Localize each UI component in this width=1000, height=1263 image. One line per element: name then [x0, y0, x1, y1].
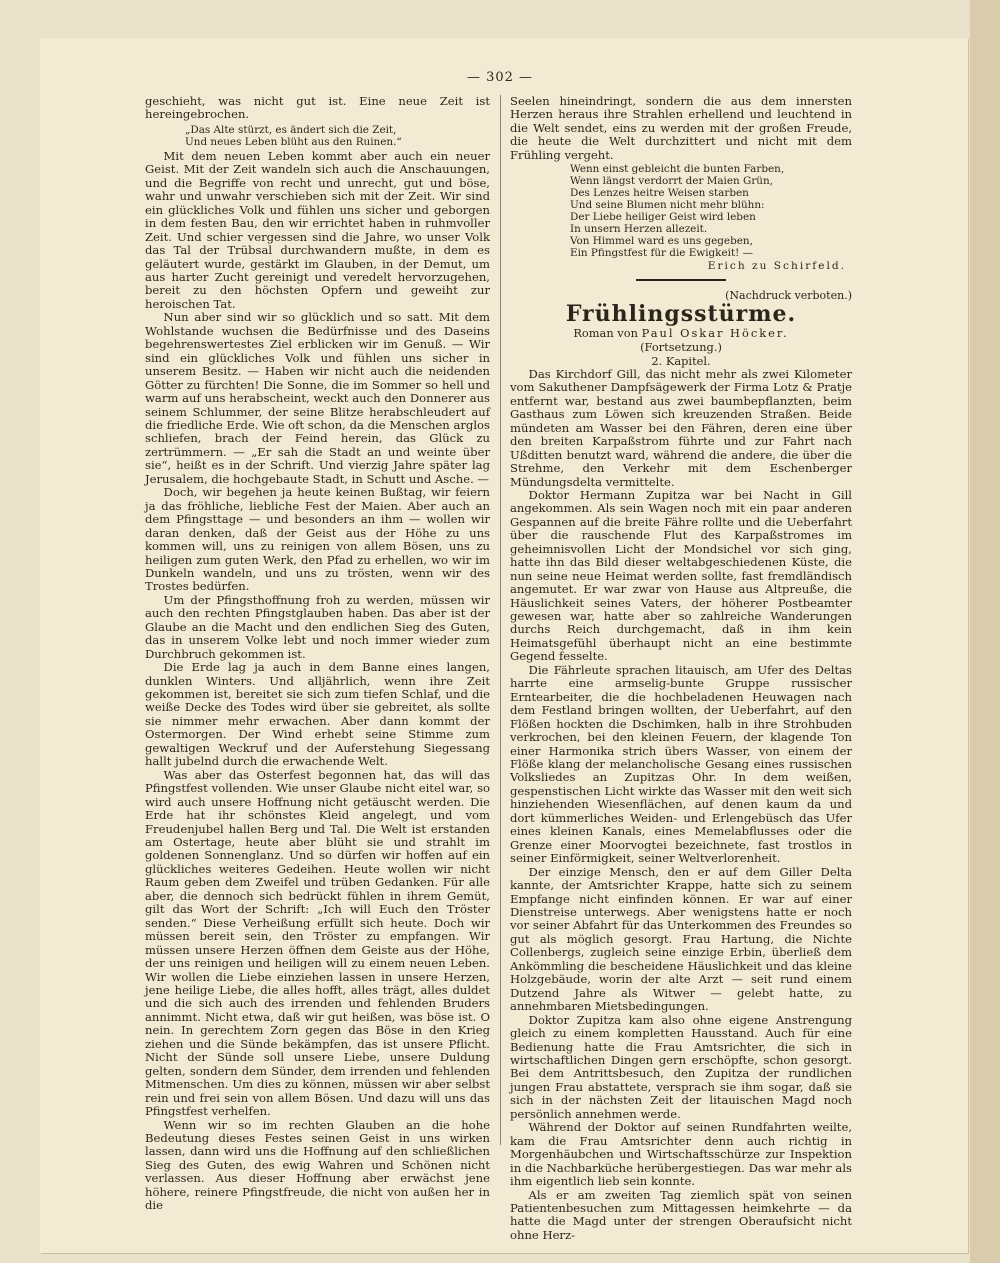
poem-line: In unsern Herzen allezeit. — [570, 222, 708, 235]
byline-prefix: Roman von — [573, 325, 638, 340]
quote-line: „Das Alte stürzt, es ändert sich die Zeit, — [185, 123, 397, 136]
paragraph: Doch, wir begehen ja heute keinen Bußtag, wir feiern ja das fröhliche, liebliche Fest der Maien. Aber auch an dem Pfingsttage — und besonders an ihm — wollen wir daran denken, daß der Geist aus der Höhe zu uns kommen will, uns zu reinigen von allem Bösen, uns zu heiligen zum guten Werk, den Pfad zu erhellen, wo wir im Dunkeln wandeln, und uns zu trösten, wenn wir des Trostes bedürfen. — [145, 485, 490, 594]
paragraph: Was aber das Osterfest begonnen hat, das will das Pfingstfest vollenden. Wie unser Glaube nicht eitel war, so wird auch unsere Hoffnung nicht getäuscht werden. Die Erde hat ihr schönstes Kleid angelegt, und vom Freudenjubel hallen Berg und Tal. Die Welt ist erstanden am Ostertage, heute aber blüht sie und strahlt im goldenen Sonnenglanz. Und so dürfen wir hoffen auf ein glückliches weiteres Gedeihen. Heute wollen wir nicht Raum geben dem Zweifel und trüben Gedanken. Für alle aber, die dennoch sich bedrückt fühlen in ihrem Gemüt, gilt das Wort der Schrift: „Ich will Euch den Tröster senden.“ Diese Verheißung erfüllt sich heute. Doch wir müssen bereit sein, den Tröster zu empfangen. Wir müssen unsere Herzen öffnen dem Geiste aus der Höhe, der uns reinigen und heiligen will zu einem neuen Leben. Wir wollen die Liebe einziehen lassen in unsere Herzen, jene heilige Liebe, die alles hofft, alles trägt, alles duldet und die sich auch des irrenden und fehlenden Bruders annimmt. Nicht etwa, daß wir gut heißen, was böse ist. O nein. In gerechtem Zorn gegen das Böse in den Krieg ziehen und die Sünde bekämpfen, das ist unsere Pflicht. Nicht der Sünde soll unsere Liebe, unsere Duldung gelten, sondern dem Sünder, dem irrenden und fehlenden Mitmenschen. Um dies zu können, müssen wir aber selbst rein und frei sein von allem Bösen. Und dazu will uns das Pfingstfest verhelfen. — [145, 767, 490, 1119]
background-edge — [970, 0, 1000, 1263]
paragraph: Die Erde lag ja auch in dem Banne eines langen, dunklen Winters. Und alljährlich, wenn ihre Zeit gekommen ist, bereitet sie sich zum tiefen Schlaf, und die weiße Decke des Todes wird über sie gebreitet, als sollte sie nimmer mehr erwachen. Aber dann kommt der Ostermorgen. Der Wind erhebt seine Stimme zum gewaltigen Weckruf und der Auferstehung Siegessang hallt jubelnd durch die erwachende Welt. — [145, 660, 490, 769]
right-column — [510, 95, 852, 1242]
poem-signature: Erich zu Schirfeld. — [707, 259, 846, 272]
paragraph: Als er am zweiten Tag ziemlich spät von seinen Patientenbesuchen zum Mittagessen heimkehrte — da hatte die Magd unter der strengen Oberaufsicht nicht ohne Herz- — [510, 1187, 852, 1242]
page-number: — 302 — — [466, 70, 534, 85]
reprint-notice: (Nachdruck verboten.) — [725, 288, 852, 302]
poem-line: Des Lenzes heitre Weisen starben — [570, 187, 749, 200]
quote-line: Und neues Leben blüht aus den Ruinen.“ — [185, 135, 402, 148]
paragraph: geschieht, was nicht gut ist. Eine neue Zeit ist hereingebrochen. — [145, 94, 490, 122]
poem-line: Wenn einst gebleicht die bunten Farben, — [570, 163, 785, 176]
poem-line: Wenn längst verdorrt der Maien Grün, — [570, 175, 773, 188]
paragraph: Um der Pfingsthoffnung froh zu werden, müssen wir auch den rechten Pfingstglauben haben. Das aber ist der Glaube an die Macht und den endlichen Sieg des Guten, das in unserem Volke lebt und noch immer wieder zum Durchbruch gekommen ist. — [145, 592, 490, 661]
byline — [510, 326, 852, 340]
paragraph: Der einzige Mensch, den er auf dem Giller Delta kannte, der Amtsrichter Krappe, hatte sich zu seinem Empfange nicht einfinden können. Er war auf einer Dienstreise unterwegs. Aber wenigstens hatte er noch vor seiner Abfahrt für das Unterkommen des Freundes so gut als möglich gesorgt. Frau Hartung, die Nichte Collenbergs, zugleich seine einzige Erbin, überließ dem Ankömmling die bescheidene Häuslichkeit und das kleine Holzgebäude, worin der alte Arzt — seit rund einem Dutzend Jahre als Witwer — gelebt hatte, zu annehmbaren Mietsbedingungen. — [510, 864, 852, 1014]
paragraph: Die Fährleute sprachen litauisch, am Ufer des Deltas harrte eine armselig-bunte Gruppe russischer Erntearbeiter, die die hochbeladenen Heuwagen nach dem Festland bringen wollten, der Ueberfahrt, auf den Flößen hockten die Dschimken, halb in ihre Strohbuden verkrochen, bei den kleinen Feuern, der klagende Ton einer Harmonika strich übers Wasser, von einem der Flöße klang der melancholische Gesang eines russischen Volksliedes an Zupitzas Ohr. In dem weißen, gespenstischen Licht wirkte das Wasser mit den weit sich hinziehenden Wiesenflächen, auf denen kaum da und dort kümmerliches Weiden- und Erlengebüsch das Ufer eines kleinen Kanals, eines Memelabflusses oder die Grenze einer Moorvogtei bezeichnete, fast trostlos in seiner Einförmigkeit, seiner Weltverlorenheit. — [510, 662, 852, 866]
paragraph: Seelen hineindringt, sondern die aus dem innersten Herzen heraus ihre Strahlen erhellend und leuchtend in die Welt sendet, eins zu werden mit der großen Freude, die heute die Welt durchzittert und nicht mit dem Frühling vergeht. — [510, 94, 852, 162]
paragraph: Doktor Zupitza kam also ohne eigene Anstrengung gleich zu einem kompletten Hausstand. Auch für eine Bedienung hatte die Frau Amtsrichter, die sich in wirtschaftlichen Dingen gern erschöpfte, schon gesorgt. Bei dem Antrittsbesuch, den Zupitza der rundlichen jungen Frau abstattete, versprach sie ihm sogar, daß sie sich in der nächsten Zeit der litauischen Magd noch persönlich annehmen werde. — [510, 1012, 852, 1121]
section-rule — [636, 279, 726, 281]
poem-line: Von Himmel ward es uns gegeben, — [570, 234, 753, 247]
left-column — [145, 95, 490, 1213]
poem — [570, 164, 852, 259]
paragraph: Nun aber sind wir so glücklich und so satt. Mit dem Wohlstande wuchsen die Bedürfnisse und des Daseins begehrenswertestes Ziel erblicken wir im Genuß. — Wir sind ein glückliches Volk und fühlen uns sicher in unserem Besitz. — Haben wir nicht auch die neidenden Götter zu fürchten! Die Sonne, die im Sommer so hell und warm auf uns herabscheint, weckt auch den Donnerer aus seinem Schlummer, der seine Blitze herabschleudert auf die friedliche Erde. Wie oft schon, da die Menschen arglos schliefen, brach der Feind herein, das Glück zu zertrümmern. — „Er sah die Stadt an und weinte über sie“, heißt es in der Schrift. Und vierzig Jahre später lag Jerusalem, die hochgebaute Stadt, in Schutt und Asche. — — [145, 310, 490, 486]
paragraph: Mit dem neuen Leben kommt aber auch ein neuer Geist. Mit der Zeit wandeln sich auch die Anschauungen, und die Begriffe von recht und unrecht, gut und böse, wahr und unwahr verschieben sich mit der Zeit. Wir sind ein glückliches Volk und fühlen uns sicher und geborgen in dem festen Bau, den wir errichtet haben in ruhmvoller Zeit. Und schier vergessen sind die Jahre, wo unser Volk das Tal der Trübsal durchwandern mußte, in dem es geläutert wurde, gestärkt im Glauben, in der Demut, um aus harter Zucht gereinigt und veredelt hervorzugehen, bereit zu den höchsten Opfern und geweiht zur heroischen Tat. — [145, 148, 490, 311]
chapter-heading: 2. Kapitel. — [651, 353, 711, 368]
poem-line: Der Liebe heiliger Geist wird leben — [570, 210, 756, 223]
paragraph: Während der Doktor auf seinen Rundfahrten weilte, kam die Frau Amtsrichter denn auch richtig in Morgenhäubchen und Wirtschaftsschürze zur Inspektion in die Nachbarküche herübergestiegen. Das war mehr als ihm eigentlich lieb sein konnte. — [510, 1120, 852, 1189]
paragraph: Doktor Hermann Zupitza war bei Nacht in Gill angekommen. Als sein Wagen noch mit ein paar anderen Gespannen auf die breite Fähre rollte und die Ueberfahrt über die rauschende Flut des Karpaßstromes im geheimnisvollen Licht der Mondsichel vor sich ging, hatte ihn das Bild dieser weltabgeschiedenen Küste, die nun seine neue Heimat werden sollte, fast fremdländisch angemutet. Er war zwar von Hause aus Altpreuße, die Häuslichkeit seines Vaters, der höherer Postbeamter gewesen war, hatte aber so zahlreiche Wanderungen durchs Reich durchgemacht, daß in ihm kein Heimatsgefühl überhaupt nicht an eine bestimmte Gegend fesselte. — [510, 487, 852, 664]
continuation-note: (Fortsetzung.) — [640, 339, 722, 354]
poem-line: Ein Pfingstfest für die Ewigkeit! — — [570, 246, 753, 259]
column-divider — [500, 95, 501, 1145]
byline-author: Paul Oskar Höcker. — [641, 325, 789, 340]
novel-title: Frühlingsstürme. — [565, 301, 797, 328]
quote — [185, 124, 490, 148]
paragraph: Das Kirchdorf Gill, das nicht mehr als zwei Kilometer vom Sakuthener Dampfsägewerk der Firma Lotz & Pratje entfernt war, bestand aus zwei baumbepflanzten, beim Gasthaus zum Löwen sich kreuzenden Straßen. Beide mündeten am Wasser bei den Fähren, deren eine über den breiten Karpaßstrom führte und zur Fahrt nach Ußditten benutzt ward, während die andere, die über die Strehme, den Verkehr mit dem Eschenberger Mündungsdelta vermittelte. — [510, 366, 852, 489]
paragraph: Wenn wir so im rechten Glauben an die hohe Bedeutung dieses Festes seinen Geist in uns wirken lassen, dann wird uns die Hoffnung auf den schließlichen Sieg des Guten, des ewig Wahren und Schönen nicht verlassen. Aus dieser Hoffnung aber erwächst jene höhere, reinere Pfingstfreude, die nicht von außen her in die — [145, 1117, 490, 1213]
poem-line: Und seine Blumen nicht mehr blühn: — [570, 198, 765, 211]
